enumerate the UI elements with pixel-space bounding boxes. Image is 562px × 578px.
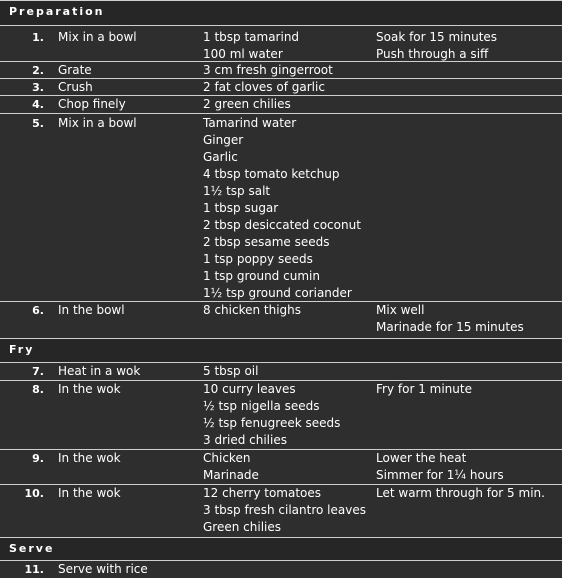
note: Push through a siff [376, 47, 489, 61]
step-number: 8. [32, 383, 44, 396]
step-ingredients [203, 381, 373, 449]
step-number: 2. [32, 64, 44, 77]
step-number: 3. [32, 81, 44, 94]
step-number: 4. [32, 98, 44, 111]
ingredient: 10 curry leaves [203, 382, 296, 396]
step-number: 1. [32, 31, 44, 44]
ingredient: 1 tsp poppy seeds [203, 252, 313, 266]
step-action: In the wok [58, 451, 121, 465]
step-notes [376, 29, 560, 63]
ingredient: 2 tbsp desiccated coconut [203, 218, 361, 232]
section-title: Fry [9, 343, 35, 356]
ingredient: 4 tbsp tomato ketchup [203, 167, 340, 181]
step-ingredients [203, 485, 373, 536]
step-action: Serve with rice [58, 562, 148, 576]
step-row [0, 561, 562, 578]
ingredient: Ginger [203, 133, 244, 147]
ingredient: 3 cm fresh gingerroot [203, 63, 333, 77]
step-number: 9. [32, 452, 44, 465]
step-ingredients [203, 450, 373, 484]
step-row [0, 79, 562, 96]
ingredient: Tamarind water [203, 116, 297, 130]
note: Mix well [376, 303, 425, 317]
ingredient: 1 tbsp sugar [203, 201, 279, 215]
ingredient: 2 tbsp sesame seeds [203, 235, 330, 249]
step-notes [376, 485, 560, 502]
ingredient: ½ tsp fenugreek seeds [203, 416, 341, 430]
step-action: Chop finely [58, 97, 126, 111]
step-number: 10. [24, 487, 44, 500]
step-row [0, 302, 562, 339]
ingredient: 5 tbsp oil [203, 364, 259, 378]
note: Simmer for 1¼ hours [376, 468, 504, 482]
step-ingredients [203, 96, 373, 113]
step-row [0, 114, 562, 302]
step-row [0, 381, 562, 450]
note: Soak for 15 minutes [376, 30, 498, 44]
step-number: 11. [24, 563, 44, 576]
note: Let warm through for 5 min. [376, 486, 545, 500]
step-notes [376, 450, 560, 484]
note: Lower the heat [376, 451, 467, 465]
section-title: Preparation [9, 5, 105, 18]
note: Marinade for 15 minutes [376, 320, 524, 334]
step-row [0, 62, 562, 79]
step-ingredients [203, 363, 373, 380]
step-action: Mix in a bowl [58, 30, 137, 44]
ingredient: 1 tbsp tamarind [203, 30, 300, 44]
step-action: In the bowl [58, 303, 125, 317]
step-row [0, 96, 562, 114]
step-row [0, 26, 562, 62]
ingredient: 1 tsp ground cumin [203, 269, 320, 283]
step-number: 5. [32, 117, 44, 130]
ingredient: 100 ml water [203, 47, 283, 61]
ingredient: 2 green chilies [203, 97, 291, 111]
note: Fry for 1 minute [376, 382, 472, 396]
step-number: 6. [32, 304, 44, 317]
step-action: In the wok [58, 486, 121, 500]
ingredient: Chicken [203, 451, 251, 465]
section-title: Serve [9, 542, 55, 555]
step-ingredients [203, 302, 373, 319]
step-row [0, 363, 562, 381]
step-notes [376, 381, 560, 398]
ingredient: 1½ tsp ground coriander [203, 286, 352, 300]
step-action: Heat in a wok [58, 364, 141, 378]
step-ingredients [203, 62, 373, 79]
ingredient: Marinade [203, 468, 259, 482]
section-header-serve [0, 538, 562, 561]
ingredient: Green chilies [203, 520, 281, 534]
ingredient: Garlic [203, 150, 238, 164]
step-notes [376, 302, 560, 336]
step-ingredients [203, 115, 373, 302]
step-action: In the wok [58, 382, 121, 396]
ingredient: 2 fat cloves of garlic [203, 80, 325, 94]
ingredient: ½ tsp nigella seeds [203, 399, 320, 413]
ingredient: 1½ tsp salt [203, 184, 271, 198]
step-ingredients [203, 79, 373, 96]
ingredient: 3 tbsp fresh cilantro leaves [203, 503, 366, 517]
ingredient: 8 chicken thighs [203, 303, 302, 317]
ingredient: 3 dried chilies [203, 433, 287, 447]
step-number: 7. [32, 365, 44, 378]
section-header-fry [0, 339, 562, 363]
step-row [0, 450, 562, 485]
step-action: Crush [58, 80, 93, 94]
step-ingredients [203, 29, 373, 63]
step-row [0, 485, 562, 538]
section-header-preparation [0, 0, 562, 26]
ingredient: 12 cherry tomatoes [203, 486, 322, 500]
step-action: Grate [58, 63, 92, 77]
step-action: Mix in a bowl [58, 116, 137, 130]
